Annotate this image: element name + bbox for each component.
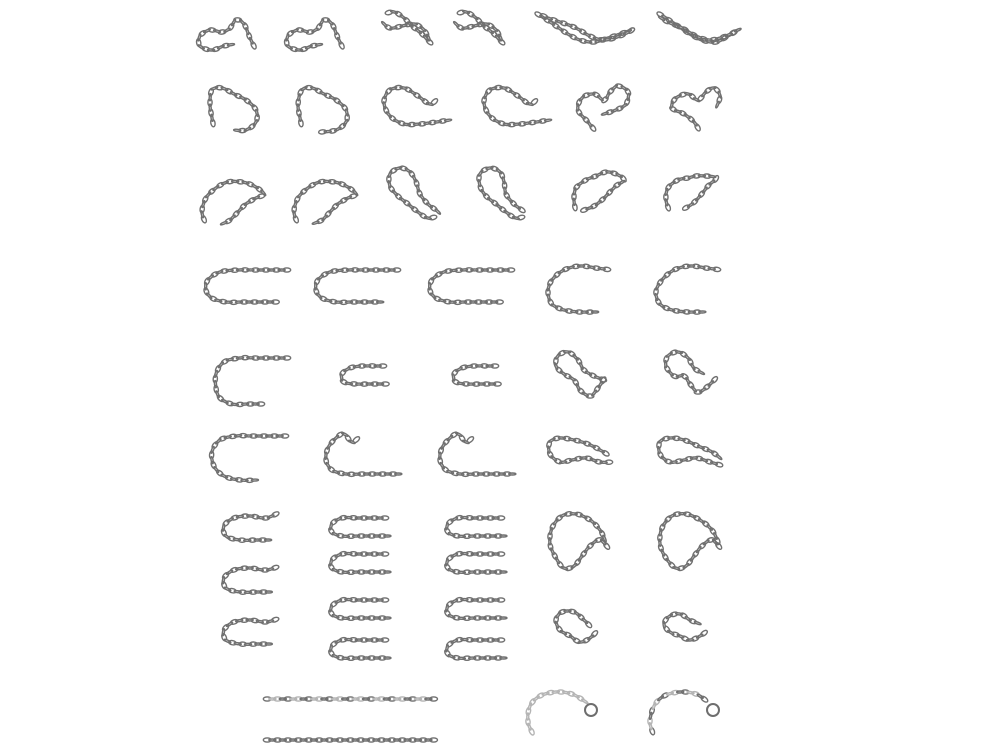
chain-link — [489, 383, 496, 385]
chain-link — [269, 739, 276, 741]
chain-link — [480, 301, 487, 303]
chain-link — [310, 698, 317, 700]
chain-link — [356, 383, 363, 385]
chain-link — [491, 301, 498, 303]
chain-link — [500, 571, 507, 573]
chain-link — [205, 283, 207, 290]
chain-link — [469, 657, 476, 659]
chain-link — [429, 283, 431, 290]
chain-link — [246, 619, 253, 621]
chain-link — [257, 357, 264, 359]
chain-link — [471, 517, 478, 519]
chain-link — [246, 567, 253, 569]
chain-link — [469, 571, 476, 573]
chain-heart-drop-a — [575, 83, 631, 132]
chain-link — [425, 739, 432, 741]
chain-link — [694, 621, 701, 625]
chain-link — [492, 517, 499, 519]
chain-link — [362, 698, 369, 700]
chain-hook-drop-b — [296, 86, 350, 135]
chain-link — [342, 739, 349, 741]
chain-link — [482, 599, 489, 601]
chain-link — [414, 739, 421, 741]
chain-long-twist-a — [534, 11, 635, 44]
chain-link — [489, 571, 496, 573]
chain-link — [688, 311, 695, 313]
chain-link — [356, 301, 363, 303]
chain-link — [268, 357, 275, 359]
chain-link — [373, 617, 380, 619]
chain-link — [321, 698, 328, 700]
chain-link — [362, 739, 369, 741]
chain-link — [290, 739, 297, 741]
chain-link — [363, 657, 370, 659]
chain-long-twist-b — [656, 11, 741, 45]
chain-link — [476, 365, 483, 367]
chain-link — [265, 643, 272, 645]
chain-link — [500, 617, 507, 619]
chain-link — [247, 357, 254, 359]
chain-link — [227, 43, 234, 46]
chain-link — [700, 695, 709, 703]
chain-link — [383, 739, 390, 741]
chain-link — [300, 739, 307, 741]
chain-link — [479, 617, 486, 619]
chain-link — [373, 739, 380, 741]
chain-link — [373, 698, 380, 700]
chain-link — [502, 269, 509, 271]
chain-link — [268, 269, 275, 271]
chain-link — [586, 176, 593, 180]
chain-link — [363, 617, 370, 619]
chain-link — [481, 269, 488, 271]
chain-link — [482, 639, 489, 641]
chain-link — [244, 643, 251, 645]
chain-link — [315, 283, 317, 290]
chain-link — [384, 535, 391, 537]
chain-link — [355, 517, 362, 519]
chain-link — [500, 535, 507, 537]
chain-link — [252, 403, 259, 405]
chain-teardrop-a — [387, 165, 441, 220]
chain-link — [366, 553, 373, 555]
chain-link — [492, 553, 499, 555]
chain-loop-tail-b — [481, 85, 552, 127]
chain-u-turn-wide-b — [313, 268, 401, 305]
chain-link — [234, 129, 241, 132]
chain-link — [352, 698, 359, 700]
chain-link — [376, 639, 383, 641]
chain-link — [378, 269, 385, 271]
chain-link — [376, 599, 383, 601]
chain-link — [414, 698, 421, 700]
chain-link — [482, 553, 489, 555]
chain-link — [458, 535, 465, 537]
chain-link — [498, 473, 505, 475]
chain-link — [279, 698, 286, 700]
chain-link — [471, 269, 478, 271]
chain-link — [492, 599, 499, 601]
chain-link — [241, 479, 248, 481]
chain-link — [377, 301, 384, 303]
chain-link — [482, 517, 489, 519]
chain-link — [345, 301, 352, 303]
chain-link — [395, 473, 402, 475]
chain-small-c-a — [339, 364, 389, 387]
chain-link — [352, 739, 359, 741]
chain-link — [601, 449, 610, 457]
chain-link — [256, 301, 263, 303]
chain-small-c-b — [451, 364, 501, 387]
chain-link — [255, 435, 262, 437]
chain-link — [471, 639, 478, 641]
chain-link — [444, 119, 451, 122]
chain-c-shape-a — [546, 264, 611, 315]
chain-link — [342, 571, 349, 573]
chain-link — [574, 37, 581, 42]
chain-link — [278, 269, 285, 271]
chain-link — [342, 657, 349, 659]
chain-link — [265, 591, 272, 593]
chain-link — [453, 21, 460, 27]
chain-link — [458, 657, 465, 659]
chain-link — [384, 617, 391, 619]
chain-diagonal-loop-b — [292, 179, 359, 225]
chain-link — [373, 657, 380, 659]
chain-link — [276, 435, 283, 437]
chain-end-ring — [707, 704, 719, 716]
chain-link — [488, 473, 495, 475]
chain-link — [355, 639, 362, 641]
chain-link — [244, 591, 251, 593]
chain-serpentine-a — [328, 515, 391, 660]
chain-link — [560, 513, 567, 518]
chain-hook-loop-a — [196, 18, 257, 53]
chain-link — [468, 383, 475, 385]
chain-link — [577, 265, 584, 267]
chain-link — [374, 473, 381, 475]
chain-link — [342, 535, 349, 537]
chain-twisted-small-b — [453, 9, 506, 46]
chain-link — [366, 639, 373, 641]
chain-hook-open-b — [437, 431, 516, 476]
chain-link — [353, 657, 360, 659]
chain-link — [366, 599, 373, 601]
chain-link — [373, 571, 380, 573]
chain-link — [235, 301, 242, 303]
chain-link — [355, 553, 362, 555]
chain-heart-fold-b — [664, 173, 720, 211]
chain-link — [469, 617, 476, 619]
chain-link — [668, 437, 675, 439]
chain-link — [549, 538, 551, 545]
chain-link — [471, 599, 478, 601]
chain-link — [435, 208, 442, 214]
chain-link — [251, 479, 258, 481]
chain-link — [584, 620, 592, 629]
chain-teardrop-flat-b — [656, 436, 723, 468]
chain-hook-drop-a — [208, 85, 260, 132]
chain-link — [404, 698, 411, 700]
chain-link — [331, 739, 338, 741]
chain-link — [310, 739, 317, 741]
chain-c-tall — [209, 434, 288, 483]
chain-heart-fold-a — [572, 169, 628, 213]
chain-link — [366, 517, 373, 519]
chain-link — [377, 383, 384, 385]
chain-link — [357, 269, 364, 271]
chain-link — [278, 357, 285, 359]
chain-link — [517, 206, 526, 214]
chain-link — [366, 383, 373, 385]
chain-link — [469, 535, 476, 537]
chain-link — [698, 370, 705, 375]
chain-link — [509, 473, 516, 475]
chain-link — [677, 691, 684, 693]
chain-hook-loop-b — [284, 18, 345, 53]
chain-loop-tail-a — [381, 85, 452, 127]
chain-link — [300, 698, 307, 700]
chain-link — [492, 269, 499, 271]
chain-link — [315, 43, 322, 46]
chain-c-shape-b — [653, 264, 721, 315]
chain-straight-dark — [263, 738, 437, 742]
chain-serpentine-b — [444, 515, 507, 660]
chain-link — [279, 739, 286, 741]
chain-link — [715, 101, 720, 108]
chain-link — [331, 698, 338, 700]
chain-link — [373, 535, 380, 537]
chain-link — [381, 21, 388, 27]
chain-link — [367, 269, 374, 271]
chain-ring-hook-mixed — [648, 690, 719, 736]
chain-link — [471, 553, 478, 555]
chain-link — [353, 617, 360, 619]
chain-link — [376, 553, 383, 555]
chain-link — [459, 301, 466, 303]
chain-link — [247, 269, 254, 271]
chain-link — [384, 657, 391, 659]
chain-end-ring — [585, 704, 597, 716]
chain-link — [489, 535, 496, 537]
chain-link — [458, 571, 465, 573]
chain-diagonal-loop-a — [200, 179, 267, 225]
chain-link — [687, 265, 694, 267]
chain-link — [479, 535, 486, 537]
chain-u-turn-wide-a — [203, 268, 291, 305]
chain-link — [364, 473, 371, 475]
chain-heart-large-a — [547, 511, 610, 571]
chain-link — [489, 617, 496, 619]
chain-link — [246, 301, 253, 303]
chain-s-wave — [220, 511, 279, 647]
chain-link — [458, 617, 465, 619]
chain-link — [265, 539, 272, 541]
chain-link — [388, 269, 395, 271]
chain-u-deep — [213, 356, 291, 407]
chain-link — [699, 311, 706, 313]
chain-link — [591, 311, 598, 313]
chain-link — [489, 657, 496, 659]
chain-link — [266, 435, 273, 437]
chain-link — [384, 473, 391, 475]
chain-link — [364, 365, 371, 367]
chain-link — [565, 23, 572, 27]
chain-link — [679, 513, 686, 515]
chain-link — [492, 639, 499, 641]
chain-ring-hook-light — [526, 690, 597, 736]
chain-link — [247, 515, 254, 517]
chain-link — [220, 221, 227, 226]
chain-link — [580, 207, 589, 214]
chain-u-turn-wide-c — [427, 268, 515, 305]
chain-link — [290, 698, 297, 700]
chain-link — [698, 175, 705, 177]
chain-link — [363, 535, 370, 537]
chain-link — [244, 539, 251, 541]
chain-link — [581, 698, 588, 704]
chain-link — [425, 698, 432, 700]
chain-heart-tangle-b — [663, 349, 719, 394]
chain-link — [478, 473, 485, 475]
chain-link — [374, 365, 381, 367]
chain-twisted-small-a — [381, 9, 434, 46]
chain-link — [500, 657, 507, 659]
chain-link — [353, 535, 360, 537]
chain-hook-open-a — [323, 431, 402, 476]
chain-link — [342, 698, 349, 700]
chain-link — [564, 610, 571, 612]
chain-link — [363, 571, 370, 573]
chain-heart-drop-b — [669, 86, 723, 132]
chain-link — [470, 301, 477, 303]
chain-link — [255, 591, 262, 593]
chain-link — [376, 517, 383, 519]
chain-collection — [196, 9, 742, 742]
chain-link — [269, 698, 276, 700]
chain-link — [353, 571, 360, 573]
chain-link — [479, 657, 486, 659]
chain-link — [394, 739, 401, 741]
chain-link — [254, 539, 261, 541]
chain-link — [267, 301, 274, 303]
chain-teardrop-b — [477, 165, 527, 220]
chain-link — [384, 571, 391, 573]
chain-link — [479, 571, 486, 573]
chain-coil-small-b — [662, 611, 709, 642]
chain-link — [581, 311, 588, 313]
chain-link — [383, 698, 390, 700]
chain-link — [682, 204, 691, 211]
chain-coil-small-a — [553, 608, 598, 644]
chain-link — [404, 739, 411, 741]
chain-link — [342, 617, 349, 619]
chain-link — [478, 383, 485, 385]
chain-link — [321, 739, 328, 741]
chain-link — [544, 119, 551, 122]
chain-link — [355, 599, 362, 601]
chain-straight-mixed — [263, 697, 437, 701]
chain-link — [394, 698, 401, 700]
chain-link — [255, 643, 262, 645]
chain-heart-large-b — [657, 511, 722, 571]
chain-link — [486, 365, 493, 367]
chain-teardrop-flat-a — [546, 436, 613, 465]
chain-link — [257, 269, 264, 271]
chain-link — [366, 301, 373, 303]
chain-heart-tangle-a — [553, 349, 607, 398]
